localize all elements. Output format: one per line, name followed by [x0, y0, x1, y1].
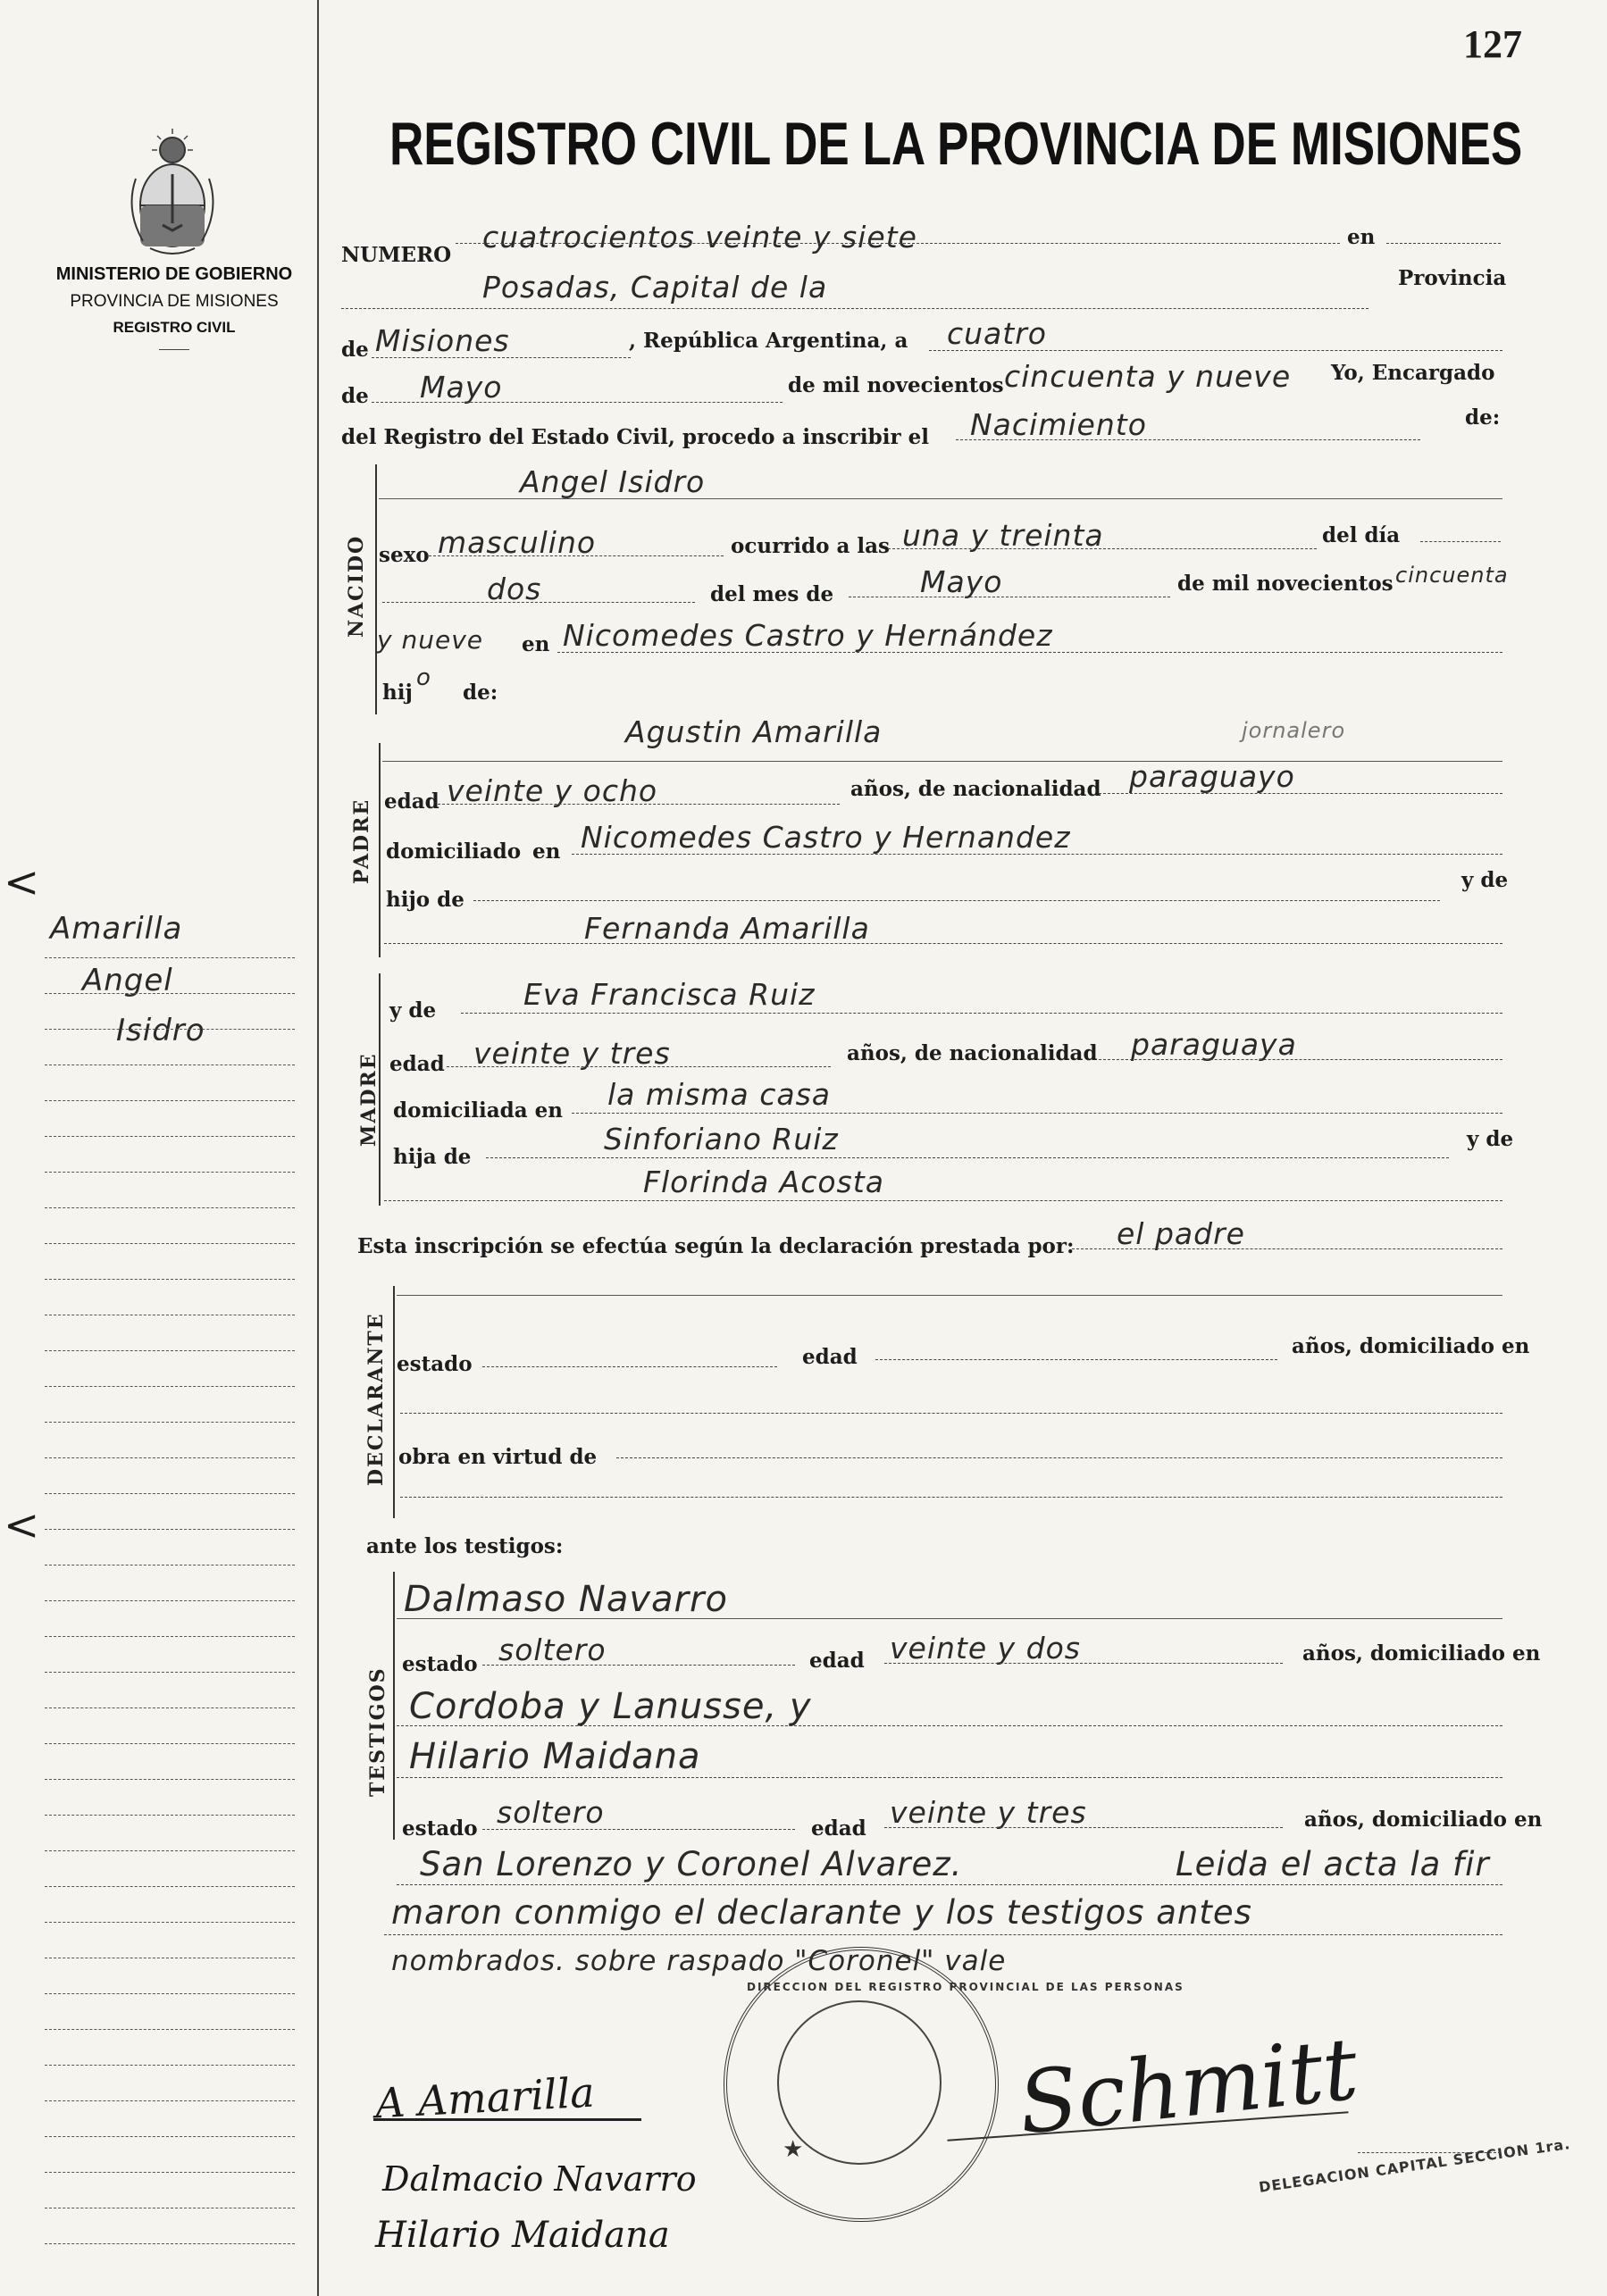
margin-name2: Isidro: [116, 1013, 205, 1048]
t2-anios-label: años, domiciliado en: [1304, 1808, 1543, 1832]
numero-label: NUMERO: [341, 243, 452, 267]
nacido-en-label: en: [522, 632, 550, 656]
lugar-value: Posadas, Capital de la: [482, 270, 828, 305]
t2-estado: soltero: [497, 1795, 605, 1830]
hijo-de-label: de:: [463, 680, 498, 705]
margin-rule: [45, 1600, 295, 1601]
margin-rule: [45, 2100, 295, 2101]
de-label-1: de: [341, 338, 369, 362]
madre-edad: veinte y tres: [473, 1036, 671, 1071]
ministry-line3: REGISTRO CIVIL: [113, 319, 236, 336]
registro-label: del Registro del Estado Civil, procedo a inscribir el: [341, 425, 929, 449]
margin-rule: [45, 1136, 295, 1137]
cierre-3: nombrados. sobre raspado "Coronel" vale: [391, 1945, 1007, 1977]
en-label: en: [1347, 225, 1376, 249]
page-title: REGISTRO CIVIL DE LA PROVINCIA DE MISIONES: [389, 110, 1523, 178]
t1-nombre: Dalmaso Navarro: [404, 1579, 728, 1620]
padre-dom-label: domiciliado: [386, 839, 522, 864]
de-label-2: de: [341, 384, 369, 408]
yo-label: Yo, Encargado: [1331, 361, 1495, 385]
mil-label: de mil novecientos: [788, 373, 1004, 397]
ministry-block: [36, 264, 313, 350]
margin-rule: [45, 2243, 295, 2244]
sexo-label: sexo: [379, 543, 430, 567]
margin-rule: [45, 1815, 295, 1816]
declarante-edad-label: edad: [802, 1345, 858, 1369]
nacido-dia: dos: [487, 572, 542, 606]
margin-rule: [45, 993, 295, 994]
signature-3: Hilario Maidana: [375, 2215, 670, 2256]
t1-dom: Cordoba y Lanusse, y: [409, 1686, 812, 1727]
madre-madre: Florinda Acosta: [643, 1165, 884, 1199]
ministry-line1: MINISTERIO DE GOBIERNO: [55, 264, 293, 284]
provincia-value: Misiones: [375, 323, 510, 358]
margin-rule: [45, 1457, 295, 1458]
declarante-anios-label: años, domiciliado en: [1292, 1334, 1530, 1358]
margin-rule: [45, 1850, 295, 1851]
signature-2: Dalmacio Navarro: [382, 2159, 697, 2199]
declarante-obra-label: obra en virtud de: [398, 1445, 598, 1469]
padre-en-label: en: [532, 839, 561, 864]
t1-edad: veinte y dos: [890, 1631, 1081, 1666]
nacido-anio-1: cincuenta: [1395, 563, 1509, 588]
numero-value: cuatrocientos veinte y siete: [482, 220, 917, 255]
padre-nota: jornalero: [1242, 718, 1346, 743]
margin-rule: [45, 1636, 295, 1637]
madre-yde2-label: y de: [1467, 1127, 1514, 1151]
madre-dom-label: domiciliada en: [393, 1098, 563, 1123]
madre-nac: paraguaya: [1131, 1027, 1297, 1062]
padre-yde-label: y de: [1461, 868, 1509, 892]
t1-estado-label: estado: [402, 1652, 478, 1676]
margin-rule: [45, 1672, 295, 1673]
padre-nac-label: años, de nacionalidad: [850, 777, 1101, 801]
stamp-sub: DELEGACION CAPITAL SECCION 1ra.: [1258, 2134, 1572, 2196]
anio-value: cincuenta y nueve: [1004, 359, 1292, 394]
t1-estado: soltero: [498, 1632, 607, 1667]
declaracion-label: Esta inscripción se efectúa según la declaración prestada por:: [357, 1234, 1075, 1258]
declarante-section-label: DECLARANTE: [364, 1312, 388, 1486]
declarante-estado-label: estado: [397, 1352, 473, 1376]
nacido-nombre: Angel Isidro: [520, 464, 706, 499]
margin-rule: [45, 1779, 295, 1780]
t2-estado-label: estado: [402, 1816, 478, 1841]
testigos-section-label: TESTIGOS: [366, 1666, 389, 1797]
margin-rule: [45, 1422, 295, 1423]
margin-rule: [45, 2136, 295, 2137]
madre-dom: la misma casa: [607, 1077, 832, 1112]
margin-mark-1: <: [4, 857, 40, 907]
form-left-border: [317, 0, 319, 2296]
dia-value: cuatro: [947, 316, 1047, 351]
padre-nombre: Agustin Amarilla: [625, 714, 883, 749]
nacido-anio-2: y nueve: [377, 625, 483, 655]
margin-rule: [45, 2065, 295, 2066]
stamp-text: DIRECCION DEL REGISTRO PROVINCIAL DE LAS PERSONAS: [747, 1981, 1184, 1993]
margin-rule: [45, 1386, 295, 1387]
del-mes-label: del mes de: [710, 582, 834, 606]
hijo-value: o: [416, 664, 431, 691]
margin-rule: [45, 1029, 295, 1030]
nacido-lugar: Nicomedes Castro y Hernández: [563, 618, 1053, 653]
sexo-value: masculino: [438, 525, 597, 560]
padre-edad: veinte y ocho: [447, 773, 658, 808]
madre-hija-label: hija de: [393, 1145, 472, 1169]
margin-rule: [45, 2029, 295, 2030]
republica-label: , República Argentina, a: [629, 329, 908, 353]
t2-dom: San Lorenzo y Coronel Alvarez.: [420, 1845, 963, 1883]
del-dia-label: del día: [1322, 523, 1401, 547]
madre-section-label: MADRE: [357, 1052, 381, 1147]
t1-anios-label: años, domiciliado en: [1302, 1641, 1541, 1666]
page-number: 127: [1463, 22, 1522, 66]
madre-padre: Sinforiano Ruiz: [604, 1122, 839, 1156]
cierre-1: Leida el acta la fir: [1176, 1845, 1490, 1883]
margin-rule: [45, 1707, 295, 1708]
margin-rule: [45, 1279, 295, 1280]
coat-of-arms-icon: [123, 125, 222, 259]
stamp-star-icon: ★: [783, 2136, 804, 2163]
signature-official: Schmitt: [1014, 2018, 1363, 2154]
margin-rule: [45, 1743, 295, 1744]
padre-nac: paraguayo: [1129, 759, 1295, 794]
t1-edad-label: edad: [809, 1649, 865, 1673]
margin-rule: [45, 1243, 295, 1244]
margin-rule: [45, 957, 295, 958]
margin-rule: [45, 1993, 295, 1994]
hora-value: una y treinta: [902, 518, 1104, 553]
padre-edad-label: edad: [384, 789, 439, 814]
margin-mark-2: <: [4, 1500, 40, 1550]
margin-rule: [45, 1100, 295, 1101]
madre-yde-label: y de: [389, 998, 437, 1023]
madre-edad-label: edad: [389, 1052, 445, 1076]
margin-rule: [45, 1529, 295, 1530]
provincia-label: Provincia: [1398, 266, 1507, 290]
madre-nac-label: años, de nacionalidad: [847, 1041, 1098, 1065]
margin-surname: Amarilla: [50, 911, 183, 947]
t2-edad-label: edad: [811, 1816, 866, 1841]
margin-rule: [45, 1886, 295, 1887]
margin-rule: [45, 1493, 295, 1494]
nacido-mes: Mayo: [920, 564, 1003, 599]
margin-name1: Angel: [82, 963, 173, 998]
padre-dom: Nicomedes Castro y Hernandez: [581, 820, 1071, 855]
margin-rule: [45, 1207, 295, 1208]
nacido-section-label: NACIDO: [345, 534, 368, 638]
ocurrido-label: ocurrido a las: [731, 534, 890, 558]
signature-1: A Amarilla: [373, 2067, 596, 2128]
padre-madre: Fernanda Amarilla: [584, 911, 870, 946]
margin-rule: [45, 1922, 295, 1923]
margin-rule: [45, 2172, 295, 2173]
acto-value: Nacimiento: [970, 407, 1147, 442]
de3-label: de:: [1465, 405, 1501, 430]
padre-hijo-label: hijo de: [386, 888, 465, 912]
t2-edad: veinte y tres: [890, 1795, 1087, 1830]
nacido-mil-label: de mil novecientos: [1177, 572, 1394, 596]
padre-section-label: PADRE: [350, 797, 373, 884]
ministry-line2: PROVINCIA DE MISIONES: [70, 292, 279, 311]
cierre-2: maron conmigo el declarante y los testigos antes: [391, 1893, 1252, 1932]
declaracion-value: el padre: [1117, 1216, 1245, 1251]
hijo-label: hij: [382, 680, 413, 705]
t2-nombre: Hilario Maidana: [409, 1736, 701, 1777]
ante-testigos-label: ante los testigos:: [366, 1534, 564, 1558]
margin-rule: [45, 1350, 295, 1351]
madre-nombre: Eva Francisca Ruiz: [523, 977, 816, 1012]
mes-value: Mayo: [420, 370, 503, 405]
margin-rule: [45, 1172, 295, 1173]
